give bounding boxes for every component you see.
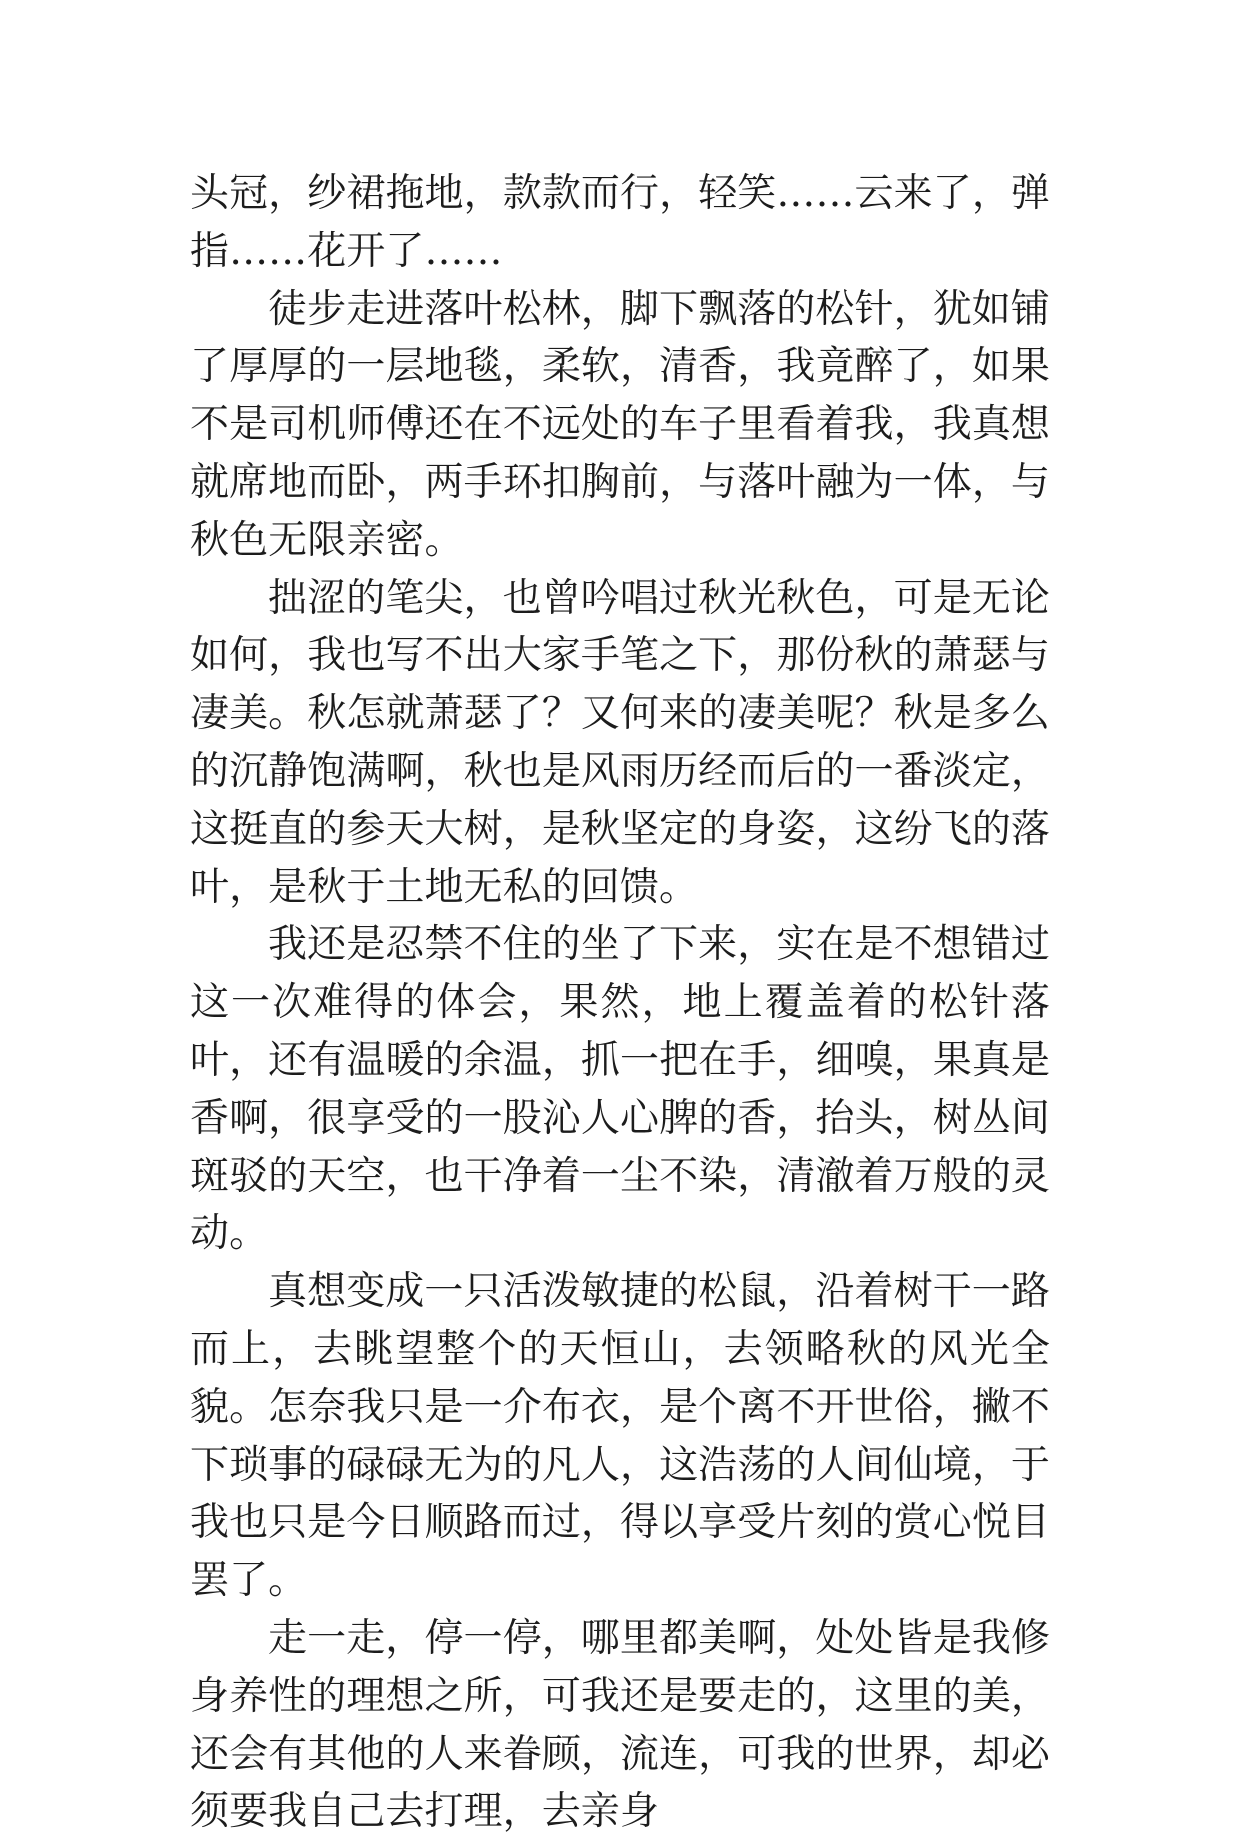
paragraph-sitting-down: 我还是忍禁不住的坐了下来，实在是不想错过这一次难得的体会，果然，地上覆盖着的松针落叶，还有温暖的余温，抓一把在手，细嗅，果真是香啊，很享受的一股沁人心脾的香，抬头，树丛间斑驳的天空，也干净着一尘不染，清澈着万般的灵动。 <box>190 922 1050 1257</box>
paragraph-squirrel: 真想变成一只活泼敏捷的松鼠，沿着树干一路而上，去眺望整个的天恒山，去领略秋的风光全貌。怎奈我只是一介布衣，是个离不开世俗，撇不下琐事的碌碌无为的凡人，这浩荡的人间仙境，于我也只是今日顺路而过，得以享受片刻的赏心悦目罢了。 <box>190 1269 1050 1604</box>
paragraph-pine-forest: 徒步走进落叶松林，脚下飘落的松针，犹如铺了厚厚的一层地毯，柔软，清香，我竟醉了，如果不是司机师傅还在不远处的车子里看着我，我真想就席地而卧，两手环扣胸前，与落叶融为一体，与秋色无限亲密。 <box>190 286 1050 563</box>
paragraph-leaving: 走一走，停一停，哪里都美啊，处处皆是我修身养性的理想之所，可我还是要走的，这里的美，还会有其他的人来眷顾，流连，可我的世界，却必须要我自己去打理，去亲身 <box>190 1615 1050 1835</box>
paragraph-autumn-pen: 拙涩的笔尖，也曾吟唱过秋光秋色，可是无论如何，我也写不出大家手笔之下，那份秋的萧瑟与凄美。秋怎就萧瑟了？又何来的凄美呢？秋是多么的沉静饱满啊，秋也是风雨历经而后的一番淡定，这挺直的参天大树，是秋坚定的身姿，这纷飞的落叶，是秋于土地无私的回馈。 <box>190 575 1050 910</box>
article-body <box>190 165 1050 1841</box>
paragraph-continued: 头冠，纱裙拖地，款款而行，轻笑……云来了，弹指……花开了…… <box>190 171 1050 274</box>
